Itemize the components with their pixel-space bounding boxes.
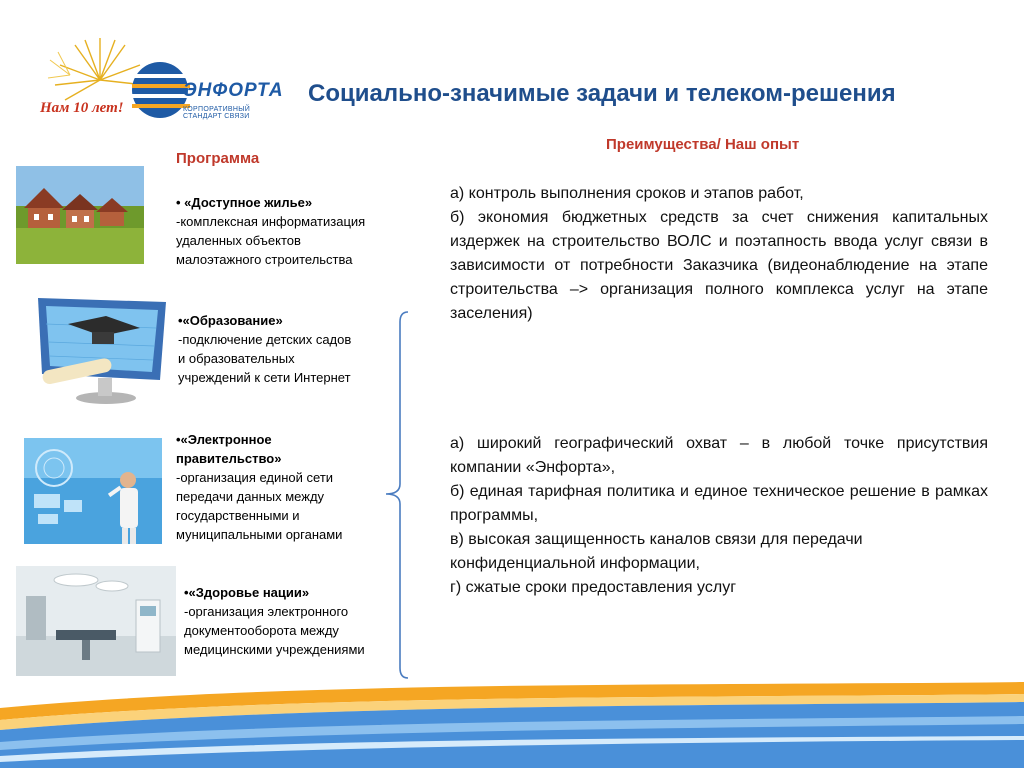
logo-jubilee-text: Нам 10 лет! bbox=[40, 100, 124, 116]
advantages-group-1 bbox=[450, 182, 988, 326]
advantages-group-2 bbox=[450, 432, 988, 600]
advantage-item: б) экономия бюджетных средств за счет снижения капитальных издержек на строительство ВОЛС и поэтапность ввода услуг связи в зависимости от потребности Заказчика (видеонаблюдение на этапе строительства –> организация полного комплекса услуг на этапе заселения) bbox=[450, 209, 988, 322]
program-egov-title: •«Электронное bbox=[176, 432, 272, 447]
program-health bbox=[184, 583, 404, 659]
egov-photo bbox=[24, 438, 162, 544]
program-health-line: документооборота между bbox=[184, 623, 339, 638]
program-education-line: учреждений к сети Интернет bbox=[178, 370, 351, 385]
advantage-item: а) широкий географический охват – в любой точке присутствия компании «Энфорта», bbox=[450, 435, 988, 476]
company-logo bbox=[40, 30, 290, 140]
health-photo bbox=[16, 566, 176, 676]
bracket-icon bbox=[380, 308, 414, 682]
advantage-item: б) единая тарифная политика и единое техническое решение в рамках программы, bbox=[450, 483, 988, 524]
program-health-title: •«Здоровье нации» bbox=[184, 585, 310, 600]
advantages-heading: Преимущества/ Наш опыт bbox=[606, 136, 800, 153]
advantage-item: г) сжатые сроки предоставления услуг bbox=[450, 579, 737, 596]
program-education-line: -подключение детских садов bbox=[178, 332, 352, 347]
program-health-line: -организация электронного bbox=[184, 604, 349, 619]
program-health-line: медицинскими учреждениями bbox=[184, 642, 365, 657]
program-housing-line: удаленных объектов bbox=[176, 233, 301, 248]
advantage-item: в) высокая защищенность каналов связи для передачи конфиденциальной информации, bbox=[450, 531, 863, 572]
program-egov-line: государственными и bbox=[176, 508, 300, 523]
program-education-line: и образовательных bbox=[178, 351, 295, 366]
slide-title: Социально-значимые задачи и телеком-решения bbox=[308, 80, 896, 107]
housing-photo bbox=[16, 166, 144, 264]
advantage-item: а) контроль выполнения сроков и этапов работ, bbox=[450, 185, 804, 202]
program-housing-line: малоэтажного строительства bbox=[176, 252, 353, 267]
footer-decorative-band bbox=[0, 680, 1024, 768]
program-egov-line: -организация единой сети bbox=[176, 470, 334, 485]
logo-tagline: КОРПОРАТИВНЫЙ СТАНДАРТ СВЯЗИ bbox=[183, 106, 251, 120]
program-education bbox=[178, 311, 398, 387]
education-photo bbox=[28, 294, 170, 408]
program-egov bbox=[176, 430, 396, 544]
program-egov-line: передачи данных между bbox=[176, 489, 325, 504]
program-housing-title: • «Доступное жилье» bbox=[176, 195, 313, 210]
program-education-title: •«Образование» bbox=[178, 313, 283, 328]
program-egov-line: правительство» bbox=[176, 451, 282, 466]
program-egov-line: муниципальными органами bbox=[176, 527, 343, 542]
program-heading: Программа bbox=[176, 150, 260, 167]
program-housing bbox=[176, 193, 396, 269]
program-housing-line: -комплексная информатизация bbox=[176, 214, 366, 229]
logo-brand-text: ЭНФОРТА bbox=[183, 80, 284, 101]
